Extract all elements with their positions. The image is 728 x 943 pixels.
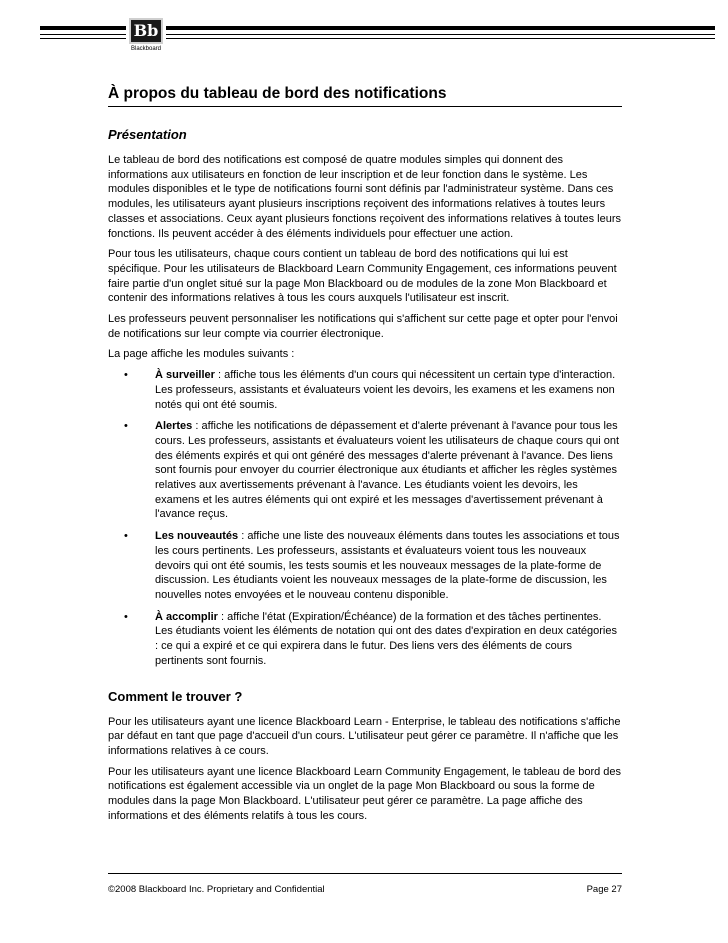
page-title: À propos du tableau de bord des notifications bbox=[108, 84, 622, 107]
list-item bbox=[108, 610, 622, 669]
list-item-separator: : bbox=[214, 369, 225, 382]
presentation-heading: Présentation bbox=[108, 127, 187, 142]
list-item-term: Alertes bbox=[155, 420, 193, 433]
list-item-text: affiche les notifications de dépassement et d'alerte prévenant à l'avance pour tous les cours. Les professeurs, assistants et évaluateurs voient les utilisateurs de chaque cours qui ont des éléments expirés et qui ont généré des messages d'alerte prévenant à l'avance. Des liens sont fournis pour envoyer du courrier électronique aux étudiants et afficher les règles systèmes relatives aux avertissements prévenant à l'avance. Les étudiants voient les devoirs, les examens et les autres éléments qui ont expiré et les messages d'avertissement prévenant à l'avance reçus. bbox=[155, 420, 620, 521]
modules-list bbox=[108, 368, 622, 668]
list-item-term: À surveiller bbox=[155, 369, 215, 382]
paragraph-2: Pour tous les utilisateurs, chaque cours contient un tableau de bord des notifications qui lui est spécifique. Pour les utilisateurs de Blackboard Learn Community Engagement, ces informations peuvent faire partie d'un onglet situé sur la page Mon Blackboard ou de modules de la zone Mon Blackboard et contenir des informations relatives à tous les cours auxquels l'utilisateur est inscrit. bbox=[108, 248, 617, 305]
list-item-separator: : bbox=[238, 530, 248, 543]
paragraph-3: Les professeurs peuvent personnaliser les notifications qui s'affichent sur cette page et opter pour l'envoi de notifications sur leur compte via courrier électronique. bbox=[108, 313, 618, 340]
bullet-icon: • bbox=[124, 530, 128, 543]
blackboard-logo bbox=[126, 18, 166, 60]
list-item-text: affiche tous les éléments d'un cours qui nécessitent un certain type d'interaction. Les professeurs, assistants et évaluateurs voient les devoirs, les examens et les examens non notés qui ont été soumis. bbox=[155, 369, 616, 411]
paragraph-4: La page affiche les modules suivants : bbox=[108, 348, 295, 361]
bullet-icon: • bbox=[124, 610, 128, 623]
page-content bbox=[108, 84, 622, 829]
list-item bbox=[108, 419, 622, 522]
footer-page-number: Page 27 bbox=[586, 884, 622, 895]
bullet-icon: • bbox=[124, 420, 128, 433]
list-item-separator: : bbox=[217, 610, 228, 623]
footer-rule bbox=[108, 873, 622, 874]
list-item bbox=[108, 529, 622, 603]
list-item-term: À accomplir bbox=[155, 610, 218, 623]
logo-text: Blackboard bbox=[130, 46, 162, 52]
paragraph-6: Pour les utilisateurs ayant une licence Blackboard Learn Community Engagement, le tableau de bord des notifications est également accessible via un onglet de la page Mon Blackboard ou sous la forme de modules dans la page Mon Blackboard. L'utilisateur peut gérer ce paramètre. La page affiche des informations et des éléments relatifs à tous les cours. bbox=[108, 765, 622, 822]
find-heading: Comment le trouver ? bbox=[108, 688, 243, 704]
footer-copyright: ©2008 Blackboard Inc. Proprietary and Confidential bbox=[108, 884, 325, 895]
logo-mark: Bb bbox=[129, 18, 163, 44]
list-item-term: Les nouveautés bbox=[155, 530, 239, 543]
list-item-text: affiche une liste des nouveaux éléments dans toutes les associations et tous les cours pertinents. Les professeurs, assistants et évaluateurs voient tous les nouveaux devoirs qui ont été soumis, les tests soumis et les nouveaux messages de la plate-forme de discussion. Les étudiants voient les nouveaux messages de la plate-forme de discussion, les nouvelles notes envoyées et le nouveau contenu disponible. bbox=[155, 530, 620, 601]
paragraph-5: Pour les utilisateurs ayant une licence Blackboard Learn - Enterprise, le tableau des notifications s'affiche par défaut en tant que page d'accueil d'un cours. L'utilisateur peut gérer ce paramètre. Il n'affiche que les informations relatives à ce cours. bbox=[108, 715, 621, 757]
list-item-text: affiche l'état (Expiration/Échéance) de la formation et des tâches pertinentes. Les étudiants voient les éléments de notation qui ont des dates d'expiration en deux catégories : ce qui a expiré et ce qui expirera dans le futur. Des liens vers des éléments de cours pertinents sont fournis. bbox=[155, 610, 617, 667]
bullet-icon: • bbox=[124, 369, 128, 382]
list-item bbox=[108, 368, 622, 412]
paragraph-1: Le tableau de bord des notifications est composé de quatre modules simples qui donnent des informations aux utilisateurs en fonction de leur inscription et de leur fonction dans le système. Les modules disponibles et le type de notifications fourni sont définis par l'administrateur système. Dans ces modules, les utilisateurs ayant plusieurs inscriptions reçoivent des informations relatives à toutes leurs classes et associations. Ceux ayant plusieurs fonctions reçoivent des informations relatives à toutes leurs fonctions. Ils peuvent accéder à des éléments individuels pour effectuer une action. bbox=[108, 154, 621, 240]
list-item-separator: : bbox=[192, 420, 202, 433]
